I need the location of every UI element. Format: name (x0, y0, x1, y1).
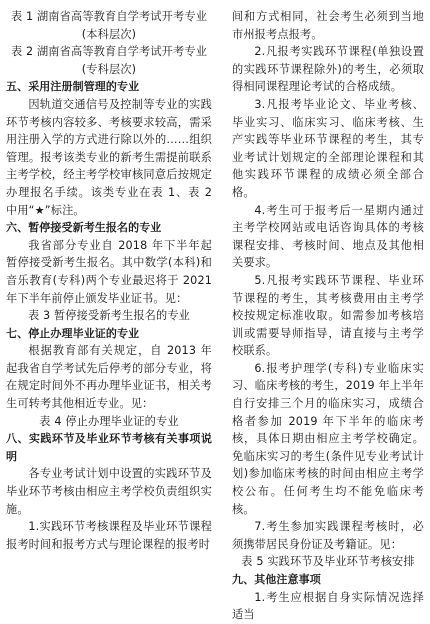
left-section-heading: 五、采用注册制管理的专业 (6, 80, 140, 94)
left-paragraph: 因轨道交通信号及控制等专业的实践环节考核内容较多、考核要求较高，需采用注册入学的方式进行除以外的……组织管理。报考该类专业的新考生需提前联系主考学校，经主考学校审核同意后按规定办理报名手续。该类专业在表 1、表 2 中用“★”标注。 (6, 97, 212, 217)
left-table-caption: 表 1 湖南省高等教育自学考试开考专业(本科层次) (10, 10, 208, 41)
right-paragraph: 间和方式相同，社会考生必须到当地市州报考点报考。 (232, 10, 424, 41)
left-paragraph: 根据教育部有关规定，自 2013 年起我省自学考试先后停考的部分专业，将在规定时间外不再办理毕业证书，相关考生可转考其他相近专业。见： (6, 344, 212, 411)
left-table-caption: 表 4 停止办理毕业证的专业 (39, 414, 179, 428)
right-paragraph: 7.考生参加实践课程考核时，必须携带居民身份证及考籍证。见： (232, 520, 424, 551)
right-table-caption: 表 5 实践环节及毕业环节考核安排 (241, 555, 415, 569)
left-paragraph: 各专业考试计划中设置的实践环节及毕业环节考核由相应主考学校负责组织实施。 (6, 467, 212, 516)
left-column (6, 8, 212, 551)
right-paragraph: 5.凡报考实践环节课程、毕业环节课程的考生，其考核费用由主考学校按规定标准收取。如需参加考核培训或需要导师指导，请直接与主考学校联系。 (232, 273, 424, 358)
left-table-caption: 表 3 暂停接受新考生报名的专业 (27, 309, 191, 323)
right-paragraph: 1.考生应根据自身实际情况选择适当 (232, 590, 424, 622)
left-table-caption: 表 2 湖南省高等教育自学考试开考专业(专科层次) (10, 45, 208, 76)
left-paragraph: 1.实践环节考核课程及毕业环节课程报考时间和报考方式与理论课程的报考时 (6, 520, 212, 551)
left-section-heading: 六、暂停接受新考生报名的专业 (6, 221, 162, 235)
right-paragraph: 2.凡报考实践环节课程(单独设置的实践环节课程除外)的考生，必须取得相同课程理论考试的合格成绩。 (232, 45, 424, 94)
left-section-heading: 七、停止办理毕业证的专业 (6, 326, 140, 340)
right-paragraph: 6.报考护理学(专科)专业临床实习、临床考核的考生，2019 年上半年自行安排三个月的临床实习，成绩合格者参加 2019 年下半年的临床考核，具体日期由相应主考学校确定。免临床实习的考生(条件见专业考试计划)参加临床考核的时间由相应主考学校公布。任何考生均不能免临床考核。 (232, 361, 424, 516)
right-paragraph: 3.凡报考毕业论文、毕业考核、毕业实习、临床实习、临床考核、生产实践等毕业环节课程的考生，其专业考试计划规定的全部理论课程和其他实践环节课程的成绩必须全部合格。 (232, 97, 424, 199)
left-paragraph: 我省部分专业自 2018 年下半年起暂停接受新考生报名。其中数学(本科)和音乐教育(专科)两个专业最迟将于 2021 年下半年前停止颁发毕业证书。见： (6, 238, 212, 305)
right-section-heading: 九、其他注意事项 (232, 573, 321, 586)
right-paragraph: 4.考生可于报考后一星期内通过主考学校网站或电话咨询具体的考核课程安排、考核时间、地点及其他相关要求。 (232, 203, 424, 270)
left-section-heading: 八、实践环节及毕业环节考核有关事项说明 (6, 432, 212, 463)
right-column (232, 8, 424, 622)
